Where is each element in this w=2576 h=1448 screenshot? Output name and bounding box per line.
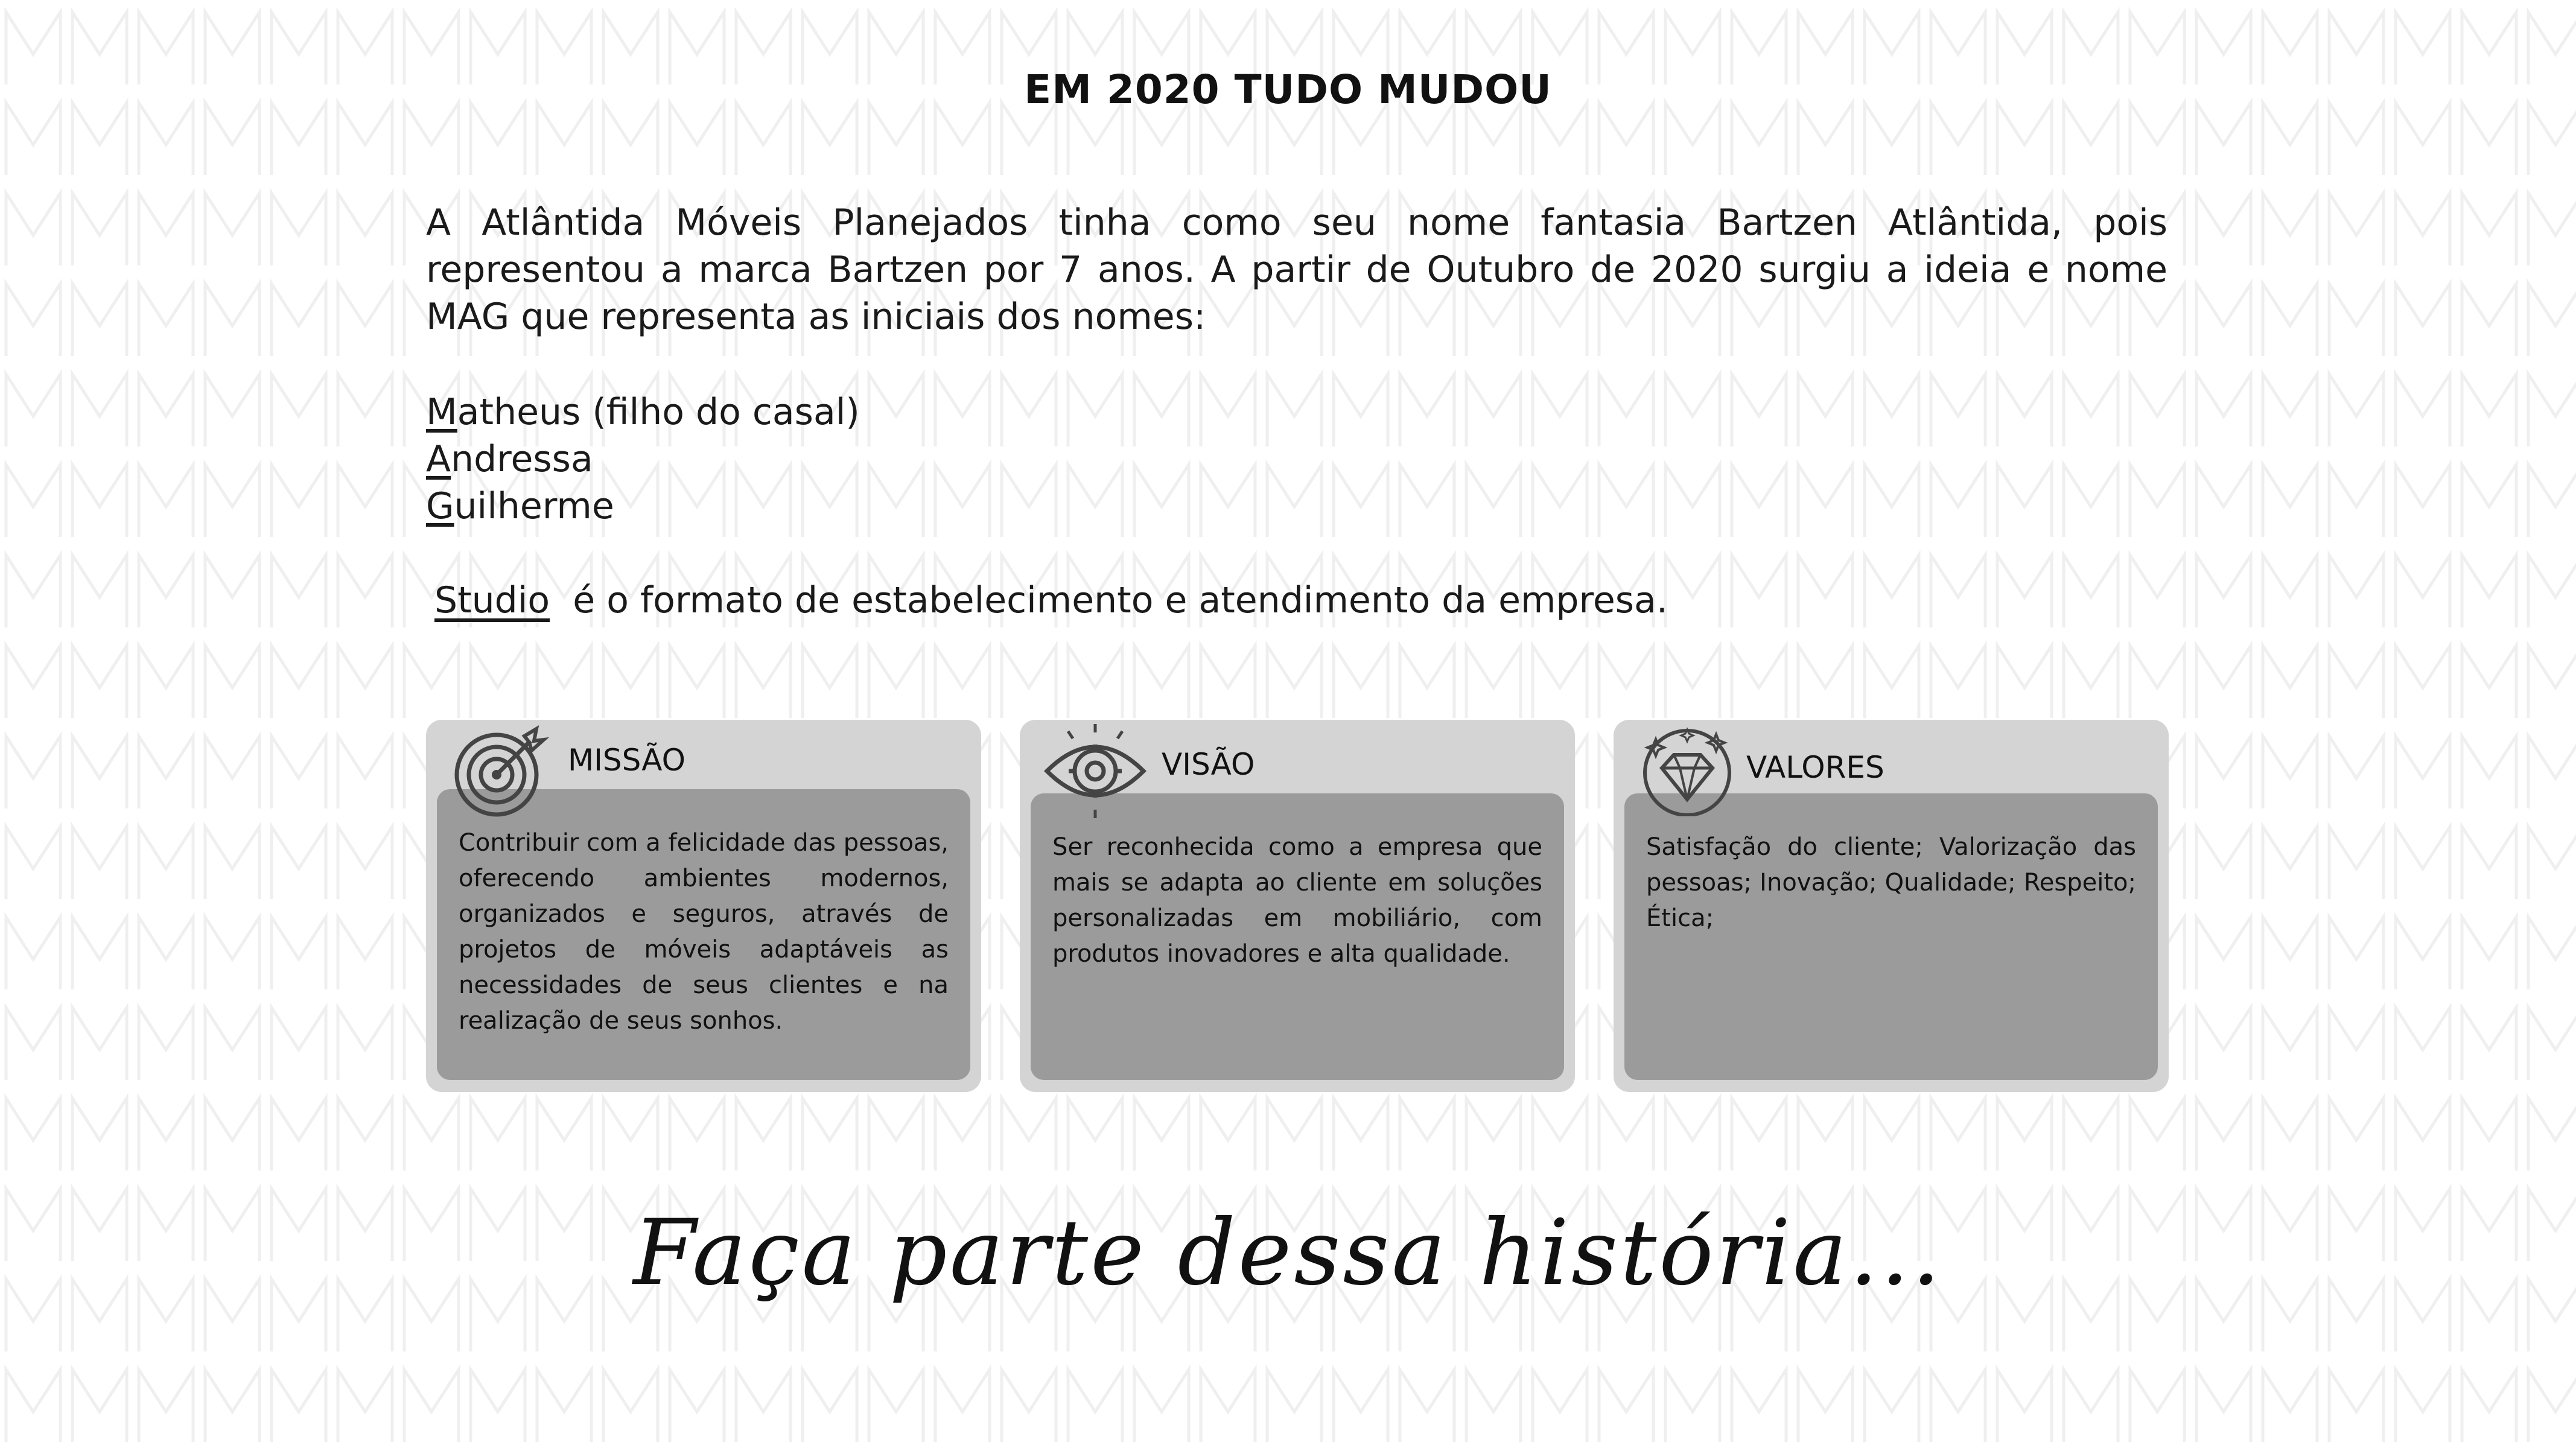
card-missao — [426, 720, 981, 1092]
page-title: EM 2020 TUDO MUDOU — [1024, 66, 1552, 113]
name-matheus — [426, 389, 860, 436]
names-list — [426, 389, 860, 530]
studio-word: Studio — [434, 579, 550, 621]
slogan: Faça parte dessa história... — [633, 1201, 1943, 1306]
name-initial: M — [426, 391, 457, 433]
name-initial: A — [426, 438, 451, 480]
eye-gear-icon — [1044, 723, 1146, 819]
studio-text: é o formato de estabelecimento e atendimento da empresa. — [573, 579, 1668, 621]
card-text: Satisfação do cliente; Valorização das pessoas; Inovação; Qualidade; Respeito; Ética; — [1646, 833, 2136, 932]
name-guilherme — [426, 483, 860, 530]
diamond-icon — [1638, 726, 1737, 816]
name-rest: ndressa — [451, 438, 593, 480]
card-title: VISÃO — [1162, 747, 1255, 782]
card-visao — [1020, 720, 1575, 1092]
card-valores — [1614, 720, 2169, 1092]
card-text: Contribuir com a felicidade das pessoas, oferecendo ambientes modernos, organizados e seguros, através de projetos de móveis adaptáveis as necessidades de seus clientes e na realização de seus sonhos. — [459, 829, 949, 1035]
name-initial: G — [426, 485, 454, 527]
target-icon — [453, 723, 550, 819]
name-andressa — [426, 436, 860, 483]
card-title: MISSÃO — [568, 743, 685, 778]
studio-line — [434, 577, 1668, 624]
card-body — [437, 789, 970, 1080]
card-title: VALORES — [1746, 750, 1884, 785]
card-body — [1031, 793, 1564, 1080]
name-rest: atheus (filho do casal) — [457, 391, 860, 433]
card-body — [1624, 793, 2158, 1080]
intro-paragraph: A Atlântida Móveis Planejados tinha como seu nome fantasia Bartzen Atlântida, pois representou a marca Bartzen por 7 anos. A partir de Outubro de 2020 surgiu a ideia e nome MAG que representa as iniciais dos nomes: — [426, 202, 2167, 338]
card-text: Ser reconhecida como a empresa que mais se adapta ao cliente em soluções personalizadas em mobiliário, com produtos inovadores e alta qualidade. — [1052, 833, 1542, 968]
name-rest: uilherme — [454, 485, 614, 527]
